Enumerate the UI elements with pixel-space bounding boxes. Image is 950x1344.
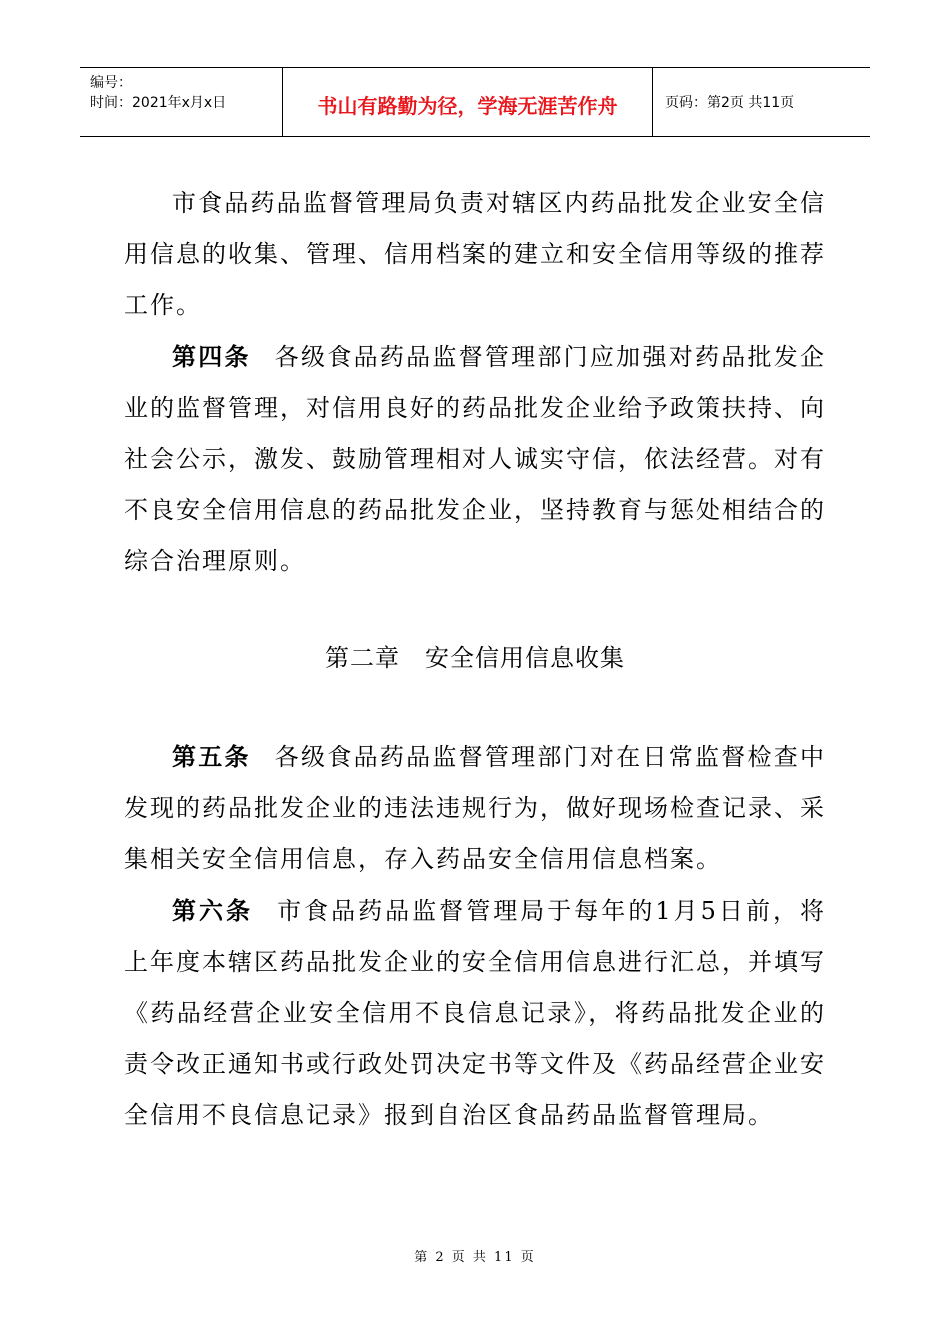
header-motto: 书山有路勤为径，学海无涯苦作舟 [283,68,653,136]
article-6-number: 第六条 [172,896,254,925]
article-4-number: 第四条 [172,342,251,371]
article-6-text: 市食品药品监督管理局于每年的1月5日前，将上年度本辖区药品批发企业的安全信用信息进行汇总，并填写《药品经营企业安全信用不良信息记录》，将药品批发企业的责令改正通知书或行政处罚决定书等文件及《药品经营企业安全信用不良信息记录》报到自治区食品药品监督管理局。 [124,897,826,1129]
document-body [124,178,826,1141]
article-5 [124,731,826,885]
chapter-title: 第二章 安全信用信息收集 [325,644,625,672]
page-header [80,67,870,137]
article-4-text: 各级食品药品监督管理部门应加强对药品批发企业的监督管理，对信用良好的药品批发企业给予政策扶持、向社会公示，激发、鼓励管理相对人诚实守信，依法经营。对有不良安全信用信息的药品批发企业，坚持教育与惩处相结合的综合治理原则。 [124,343,827,575]
document-number-label: 编号： [90,75,132,91]
article-5-number: 第五条 [172,742,251,771]
paragraph-intro: 市食品药品监督管理局负责对辖区内药品批发企业安全信用信息的收集、管理、信用档案的建立和安全信用等级的推荐工作。 [124,189,826,319]
page-footer: 第 2 页 共 11 页 [414,1250,536,1265]
article-5-text: 各级食品药品监督管理部门对在日常监督检查中发现的药品批发企业的违法违规行为，做好现场检查记录、采集相关安全信用信息，存入药品安全信用信息档案。 [124,743,827,873]
header-meta [80,68,283,136]
article-6 [124,885,826,1141]
header-page-label: 页码：第2页 共11页 [665,95,795,111]
article-4 [124,331,826,587]
document-date-label: 时间：2021年x月x日 [90,95,227,111]
